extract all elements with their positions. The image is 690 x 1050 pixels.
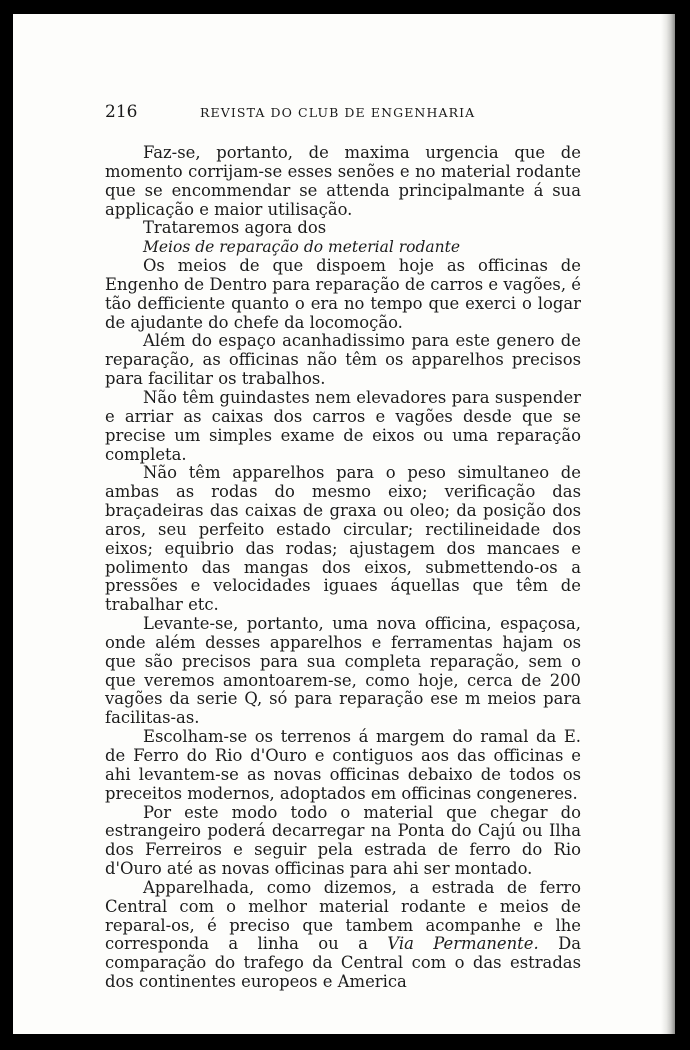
paragraph: Além do espaço acanhadissimo para este genero de reparação, as officinas não têm os apparelhos precisos para facilitar os trabalhos.	[105, 331, 581, 389]
body-text	[105, 144, 581, 992]
paragraph-last	[105, 879, 581, 992]
paragraph-text: Da comparação do trafego da Central com o das estradas dos continentes europeos e America	[105, 934, 581, 992]
paragraph-text: Apparelhada, como dizemos, a estrada de ferro Central com o melhor material rodante e meios de reparal-os, é preciso que tambem acompanhe e lhe corresponda a linha ou a	[105, 877, 581, 954]
page-number: 216	[105, 102, 138, 122]
page-edge-shadow	[661, 14, 675, 1034]
paragraph: Escolham-se os terrenos á margem do ramal da E. de Ferro do Rio d'Ouro e contiguos aos das officinas e ahi levantem-se as novas officinas debaixo de todos os preceitos modernos, adoptados em officinas congeneres.	[105, 727, 581, 803]
paragraph: Faz-se, portanto, de maxima urgencia que de momento corrijam-se esses senões e no material rodante que se encommendar se attenda principalmante á sua applicação e maior utilisação.	[105, 143, 581, 219]
paragraph: Trataremos agora dos	[143, 218, 327, 238]
paragraph: Levante-se, portanto, uma nova officina, espaçosa, onde além desses apparelhos e ferramentas hajam os que são precisos para sua completa reparação, sem o que veremos amontoarem-se, como hoje, cerca de 200 vagões da serie Q, só para reparação ese m meios para facilitas-as.	[105, 614, 581, 728]
book-page	[13, 14, 675, 1034]
paragraph: Por este modo todo o material que chegar do estrangeiro poderá decarregar na Ponta do Cajú ou Ilha dos Ferreiros e seguir pela estrada de ferro do Rio d'Ouro até as novas officinas para ahi ser montado.	[105, 802, 581, 879]
section-heading: Meios de reparação do meterial rodante	[143, 238, 461, 257]
italic-term: Via Permanente.	[387, 934, 539, 954]
running-title: REVISTA DO CLUB DE ENGENHARIA	[200, 105, 476, 120]
paragraph: Não têm apparelhos para o peso simultaneo de ambas as rodas do mesmo eixo; verificação das braçadeiras das caixas de graxa ou oleo; da posição dos aros, seu perfeito estado circular; rectilineidade dos eixos; equibrio das rodas; ajustagem dos mancaes e polimento das mangas dos eixos, submettendo-os a pressões e velocidades iguaes áquellas que têm de trabalhar etc.	[105, 463, 581, 615]
paragraph: Os meios de que dispoem hoje as officinas de Engenho de Dentro para reparação de carros e vagões, é tão defficiente quanto o era no tempo que exerci o logar de ajudante do chefe da locomoção.	[105, 256, 581, 332]
paragraph: Não têm guindastes nem elevadores para suspender e arriar as caixas dos carros e vagões desde que se precise um simples exame de eixos ou uma reparação completa.	[105, 387, 581, 464]
